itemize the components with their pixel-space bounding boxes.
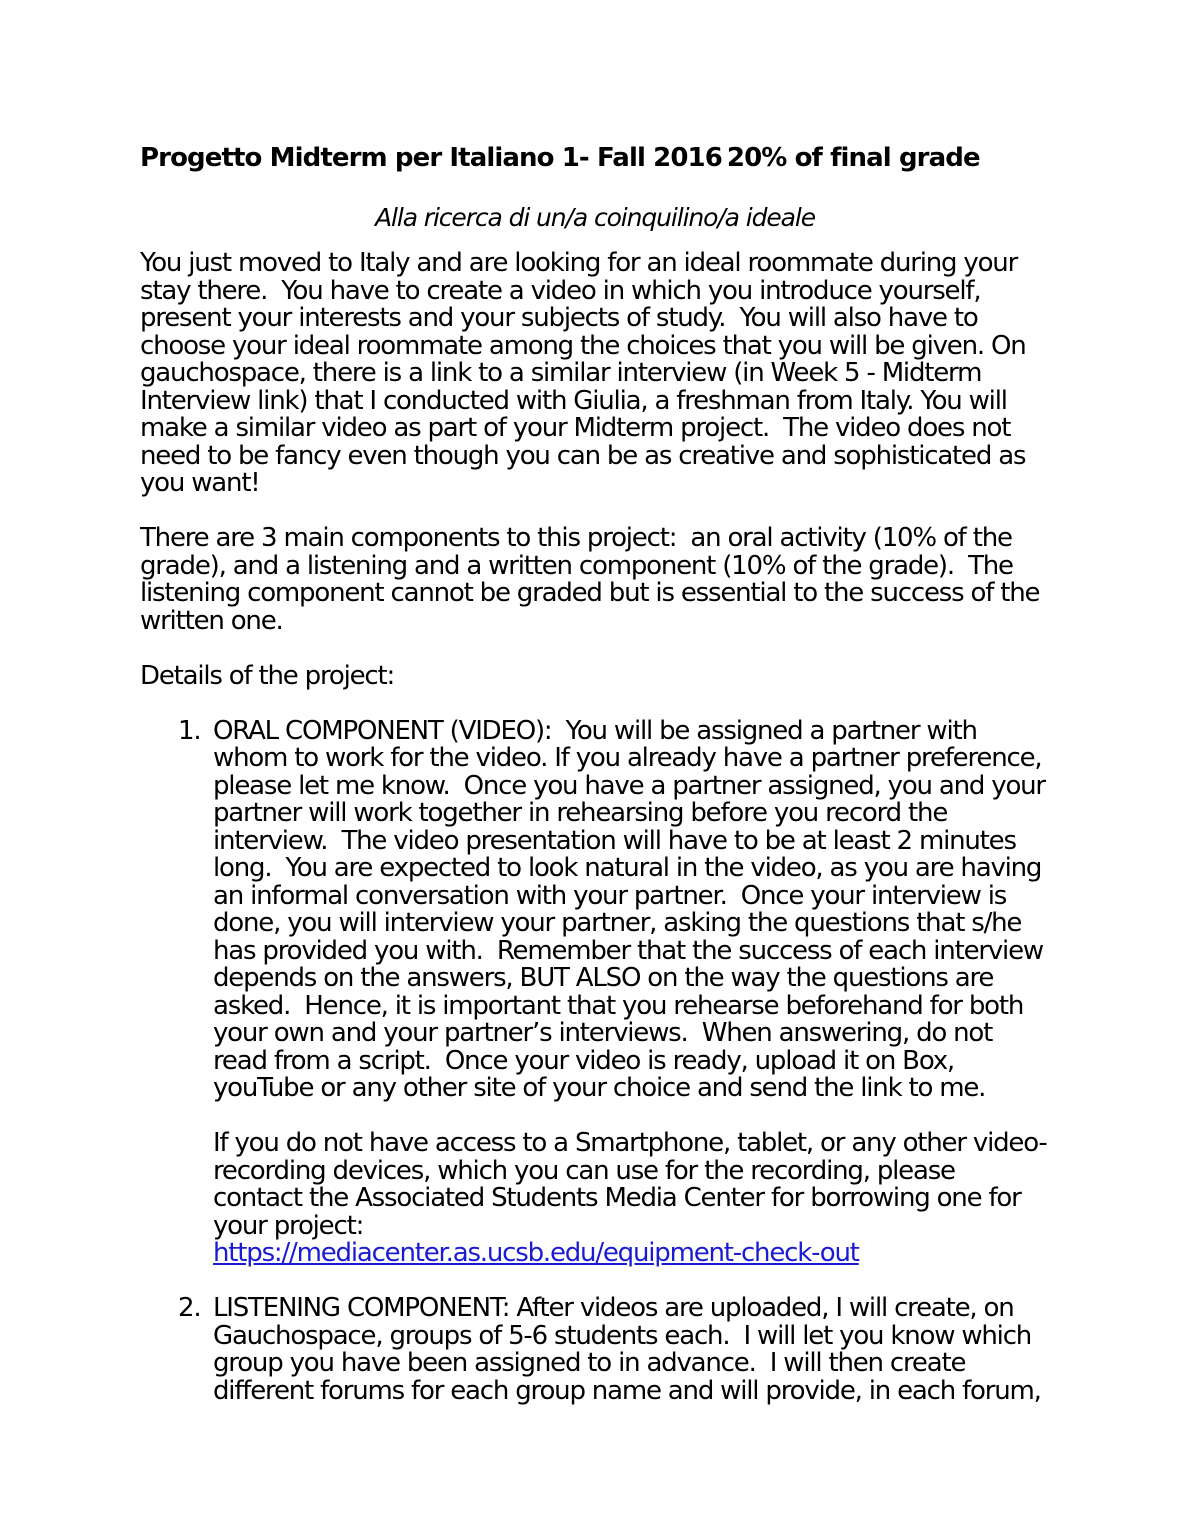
equipment-link-line — [213, 1240, 1050, 1268]
list-item-oral-component — [140, 715, 1053, 1268]
components-paragraph: There are 3 main components to this project: an oral activity (10% of the grade), and a listening and a written component (10% of the grade). The listening component cannot be graded but is essential to the success of the written one. — [140, 523, 1047, 636]
list-item-2-body — [213, 1295, 1050, 1405]
equipment-checkout-link[interactable]: https://mediacenter.as.ucsb.edu/equipment-check-out — [213, 1238, 859, 1268]
list-item-listening-component — [140, 1295, 1050, 1405]
list-item-1-body — [213, 715, 1053, 1268]
details-heading: Details of the project: — [140, 660, 395, 691]
equipment-access-paragraph: If you do not have access to a Smartphone, tablet, or any other video-recording devices, which you can use for the recording, please contact the Associated Students Media Center for borrowing one for your project: — [213, 1128, 1047, 1241]
list-number-2: 2. — [178, 1293, 201, 1323]
intro-paragraph: You just moved to Italy and are looking for an ideal roommate during your stay there. You have to create a video in which you introduce yourself, present your interests and your subjects of study. You will also have to choose your ideal roommate among the choices that you will be given. On gauchospace, there is a link to a similar interview (in Week 5 - Midterm Interview link) that I conducted with Giulia, a freshman from Italy. You will make a similar video as part of your Midterm project. The video does not need to be fancy even though you can be as creative and sophisticated as you want! — [140, 248, 1033, 498]
document-title — [140, 143, 1050, 174]
listening-component-text: LISTENING COMPONENT: After videos are uploaded, I will create, on Gauchospace, groups of 5-6 students each. I will let you know which group you have been assigned to in advance. I will then create different forums for each group name and will provide, in each forum, — [213, 1293, 1041, 1406]
document-subtitle: Alla ricerca di un/a coinquilino/a ideale — [375, 203, 815, 232]
oral-component-text: ORAL COMPONENT (VIDEO): You will be assigned a partner with whom to work for the video. If you already have a partner preference, please let me know. Once you have a partner assigned, you and your partner will work together in rehearsing before you record the interview. The video presentation will have to be at least 2 minutes long. You are expected to look natural in the video, as you are having an informal conversation with your partner. Once your interview is done, you will interview your partner, asking the questions that s/he has provided you with. Remember that the success of each interview depends on the answers, BUT ALSO on the way the questions are asked. Hence, it is important that you rehearse beforehand for both your own and your partner’s interviews. When answering, do not read from a script. Once your video is ready, upload it on Box, youTube or any other site of your choice and send the link to me. — [213, 715, 1053, 1103]
document-title-grade-weight: 20% of final grade — [726, 143, 980, 173]
list-number-1: 1. — [178, 715, 201, 746]
document-title-main: Progetto Midterm per Italiano 1- Fall 2016 — [140, 143, 722, 173]
